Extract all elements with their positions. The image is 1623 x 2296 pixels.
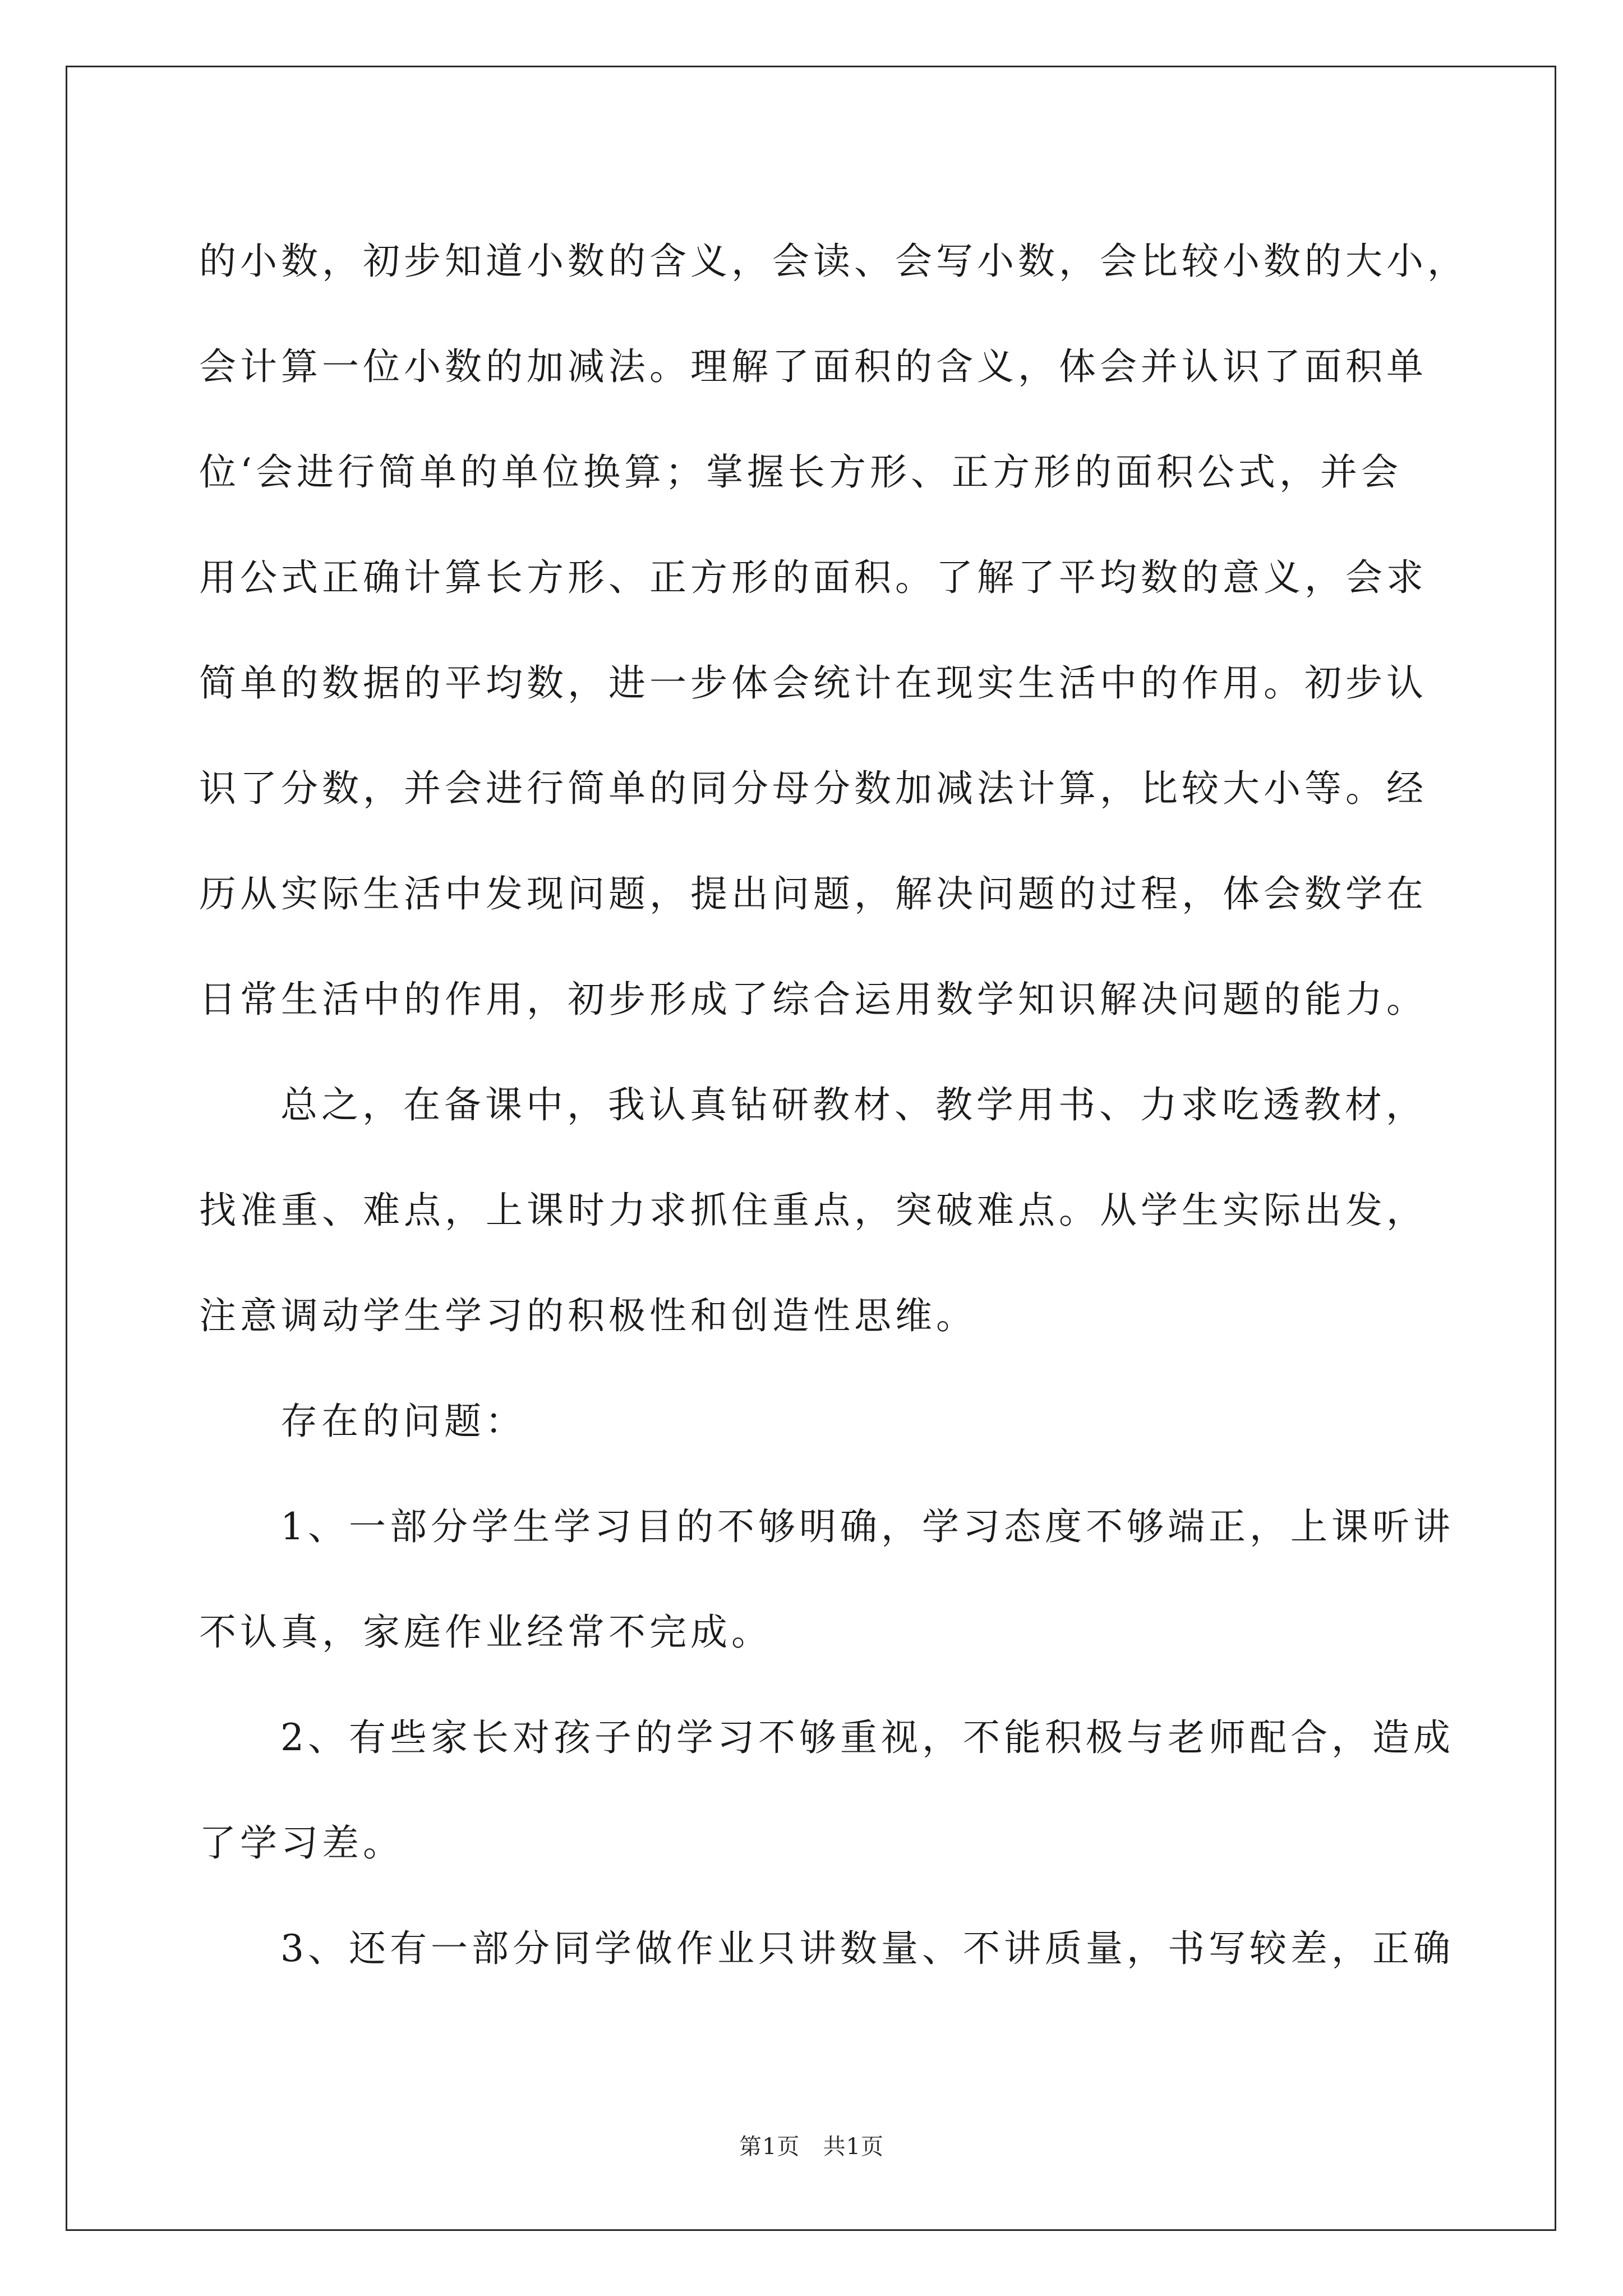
problem-item-3: 3、还有一部分同学做作业只讲数量、不讲质量，书写较差，正确 <box>280 1927 1454 1970</box>
problem-item-1-cont: 不认真，家庭作业经常不完成。 <box>199 1611 772 1654</box>
text-line-8: 日常生活中的作用，初步形成了综合运用数学知识解决问题的能力。 <box>199 978 1427 1021</box>
problem-item-2-cont: 了学习差。 <box>199 1821 404 1865</box>
problem-item-1: 1、一部分学生学习目的不够明确，学习态度不够端正，上课听讲 <box>280 1505 1454 1548</box>
page-number: 第1页 <box>739 2134 800 2160</box>
section-heading-problems: 存在的问题： <box>280 1400 526 1443</box>
text-line-6: 识了分数，并会进行简单的同分母分数加减法计算，比较大小等。经 <box>199 767 1427 810</box>
text-line-1: 的小数，初步知道小数的含义，会读、会写小数，会比较小数的大小， <box>199 240 1468 283</box>
text-line-10: 找准重、难点，上课时力求抓住重点，突破难点。从学生实际出发， <box>199 1189 1427 1232</box>
document-body <box>199 209 1468 2001</box>
text-line-4: 用公式正确计算长方形、正方形的面积。了解了平均数的意义，会求 <box>199 556 1427 599</box>
text-line-7: 历从实际生活中发现问题，提出问题，解决问题的过程，体会数学在 <box>199 872 1427 915</box>
text-line-3: 位‘会进行简单的单位换算；掌握长方形、正方形的面积公式，并会 <box>199 450 1402 494</box>
paragraph-summary-start: 总之，在备课中，我认真钻研教材、教学用书、力求吃透教材， <box>280 1083 1427 1126</box>
text-line-2: 会计算一位小数的加减法。理解了面积的含义，体会并认识了面积单 <box>199 345 1427 388</box>
text-line-11: 注意调动学生学习的积极性和创造性思维。 <box>199 1294 977 1337</box>
text-line-5: 简单的数据的平均数，进一步体会统计在现实生活中的作用。初步认 <box>199 661 1427 705</box>
page-footer <box>0 2129 1623 2161</box>
problem-item-2: 2、有些家长对孩子的学习不够重视，不能积极与老师配合，造成 <box>280 1716 1454 1759</box>
page-total: 共1页 <box>823 2134 884 2160</box>
